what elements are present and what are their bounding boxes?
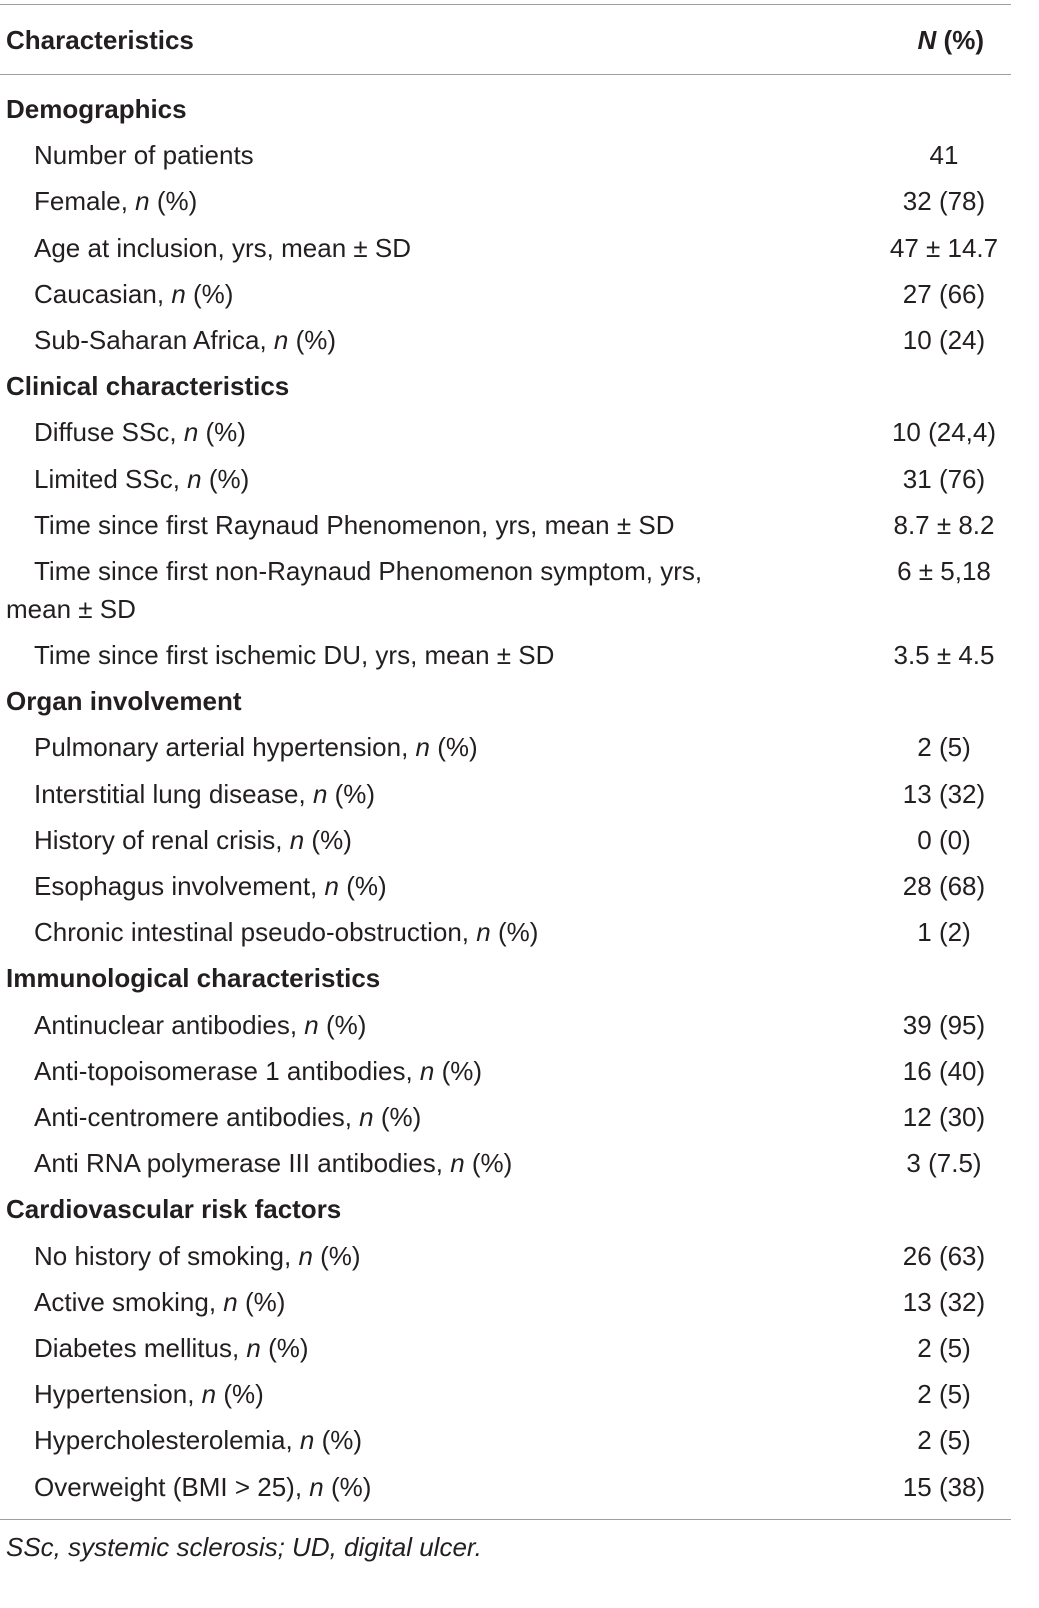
- row-label: [0, 552, 726, 628]
- row-label: [0, 1140, 794, 1186]
- table-row: [0, 1140, 1011, 1186]
- row-label: [0, 317, 794, 363]
- row-label-italic: n: [298, 1240, 313, 1271]
- row-value: 2 (5): [917, 1379, 971, 1410]
- row-value: 47 ± 14.7: [889, 232, 999, 263]
- table-row: [0, 1325, 1011, 1371]
- section-header-row: [0, 1186, 1011, 1232]
- table-top-rule: [0, 4, 1011, 5]
- row-value: 39 (95): [902, 1009, 986, 1040]
- row-label-italic: n: [312, 778, 328, 809]
- row-value: 13 (32): [902, 778, 986, 809]
- table-row: [0, 132, 1011, 178]
- row-value: 2 (5): [917, 1425, 971, 1456]
- row-label-italic: n: [415, 732, 430, 763]
- row-label-italic: n: [476, 917, 491, 948]
- table-row: [0, 1094, 1011, 1140]
- row-label-suffix: (%): [304, 824, 352, 855]
- row-label-text: Anti RNA polymerase III antibodies,: [34, 1148, 451, 1179]
- row-label-text: Anti-topoisomerase 1 antibodies,: [34, 1055, 420, 1086]
- table-row: [0, 1417, 1011, 1463]
- row-label-italic: n: [324, 871, 339, 902]
- section-header-row: [0, 363, 1011, 409]
- row-value: 13 (32): [902, 1286, 986, 1317]
- row-label: [0, 724, 794, 770]
- row-label-italic: n: [223, 1286, 238, 1317]
- row-label-italic: n: [419, 1055, 435, 1086]
- row-value: 3.5 ± 4.5: [893, 640, 995, 671]
- row-label-italic: n: [273, 325, 289, 356]
- row-value: 12 (30): [902, 1102, 986, 1133]
- row-value: 32 (78): [902, 186, 986, 217]
- table-row: [0, 1048, 1011, 1094]
- row-label: [0, 771, 794, 817]
- row-label-suffix: (%): [260, 1333, 309, 1364]
- row-label-italic: n: [246, 1333, 261, 1364]
- row-label-text: Hypertension,: [34, 1379, 202, 1410]
- row-value: 0 (0): [917, 824, 971, 855]
- row-label-text: Limited SSc,: [34, 463, 188, 494]
- row-label-italic: n: [187, 463, 202, 494]
- row-label: [0, 1094, 794, 1140]
- table-row: [0, 409, 1011, 455]
- table-row: [0, 456, 1011, 502]
- row-label: [0, 502, 794, 548]
- row-label-italic: n: [359, 1102, 374, 1133]
- table-row: [0, 178, 1011, 224]
- row-label-text: Anti-centromere antibodies,: [34, 1102, 360, 1133]
- table-row: [0, 863, 1011, 909]
- row-label-text: Diabetes mellitus,: [34, 1333, 247, 1364]
- row-label: [0, 178, 794, 224]
- row-label-suffix: (%): [288, 325, 337, 356]
- row-label: [0, 632, 794, 678]
- row-label: [0, 456, 794, 502]
- row-label: [0, 1002, 794, 1048]
- table-row: [0, 1279, 1011, 1325]
- row-label: [0, 909, 794, 955]
- table-row: [0, 1371, 1011, 1417]
- table-row: [0, 771, 1011, 817]
- row-label-text: Interstitial lung disease,: [34, 778, 313, 809]
- table-row: [0, 817, 1011, 863]
- row-label-text: Time since first non-Raynaud Phenomenon symptom, yrs, mean ± SD: [6, 556, 703, 625]
- row-label-suffix: (%): [237, 1286, 286, 1317]
- table-row: [0, 1464, 1011, 1510]
- row-label-suffix: (%): [434, 1055, 483, 1086]
- row-label-suffix: (%): [464, 1148, 513, 1179]
- row-label-suffix: (%): [201, 463, 250, 494]
- row-label-text: Antinuclear antibodies,: [34, 1009, 305, 1040]
- row-value: 27 (66): [902, 278, 986, 309]
- row-label-suffix: (%): [318, 1009, 367, 1040]
- row-label: [0, 225, 794, 271]
- row-value: 3 (7.5): [906, 1148, 982, 1179]
- row-label: [0, 1464, 794, 1510]
- row-label-italic: n: [201, 1379, 217, 1410]
- row-label-suffix: (%): [314, 1425, 363, 1456]
- row-value: 15 (38): [902, 1471, 986, 1502]
- table-header-row: [0, 8, 1011, 72]
- row-value: 16 (40): [902, 1055, 986, 1086]
- table-row: [0, 909, 1011, 955]
- table-row: [0, 317, 1011, 363]
- row-label-text: Time since first ischemic DU, yrs, mean ± SD: [34, 640, 555, 671]
- row-label: [0, 1371, 794, 1417]
- table-row: [0, 1233, 1011, 1279]
- row-label: [0, 1048, 794, 1094]
- row-label: [0, 1233, 794, 1279]
- row-label-text: Esophagus involvement,: [34, 871, 325, 902]
- row-value: 8.7 ± 8.2: [893, 509, 995, 540]
- table-row: [0, 548, 1011, 632]
- row-value: 41: [929, 140, 959, 171]
- table-row: [0, 724, 1011, 770]
- section-header-row: [0, 678, 1011, 724]
- row-value: 31 (76): [902, 463, 986, 494]
- row-label-text: Number of patients: [34, 140, 254, 171]
- row-label-text: Pulmonary arterial hypertension,: [34, 732, 416, 763]
- row-label: [0, 132, 794, 178]
- row-label: [0, 1325, 794, 1371]
- row-label-text: No history of smoking,: [34, 1240, 299, 1271]
- row-label-italic: n: [299, 1425, 315, 1456]
- section-title: Cardiovascular risk factors: [6, 1194, 342, 1225]
- header-n-percent: N (%): [917, 25, 984, 55]
- row-label-italic: n: [450, 1148, 465, 1179]
- table-body: [0, 86, 1011, 1510]
- row-label-text: Female,: [34, 186, 136, 217]
- row-label-text: Chronic intestinal pseudo-obstruction,: [34, 917, 477, 948]
- row-label-text: Hypercholesterolemia,: [34, 1425, 300, 1456]
- table-row: [0, 632, 1011, 678]
- row-label-suffix: (%): [373, 1102, 422, 1133]
- row-value: 10 (24): [902, 325, 986, 356]
- row-label: [0, 817, 794, 863]
- row-label-italic: n: [289, 824, 305, 855]
- row-label-italic: n: [183, 417, 199, 448]
- table-row: [0, 502, 1011, 548]
- row-value: 10 (24,4): [891, 417, 997, 448]
- section-title: Clinical characteristics: [6, 371, 290, 402]
- row-value: 26 (63): [902, 1240, 986, 1271]
- row-label: [0, 863, 794, 909]
- table-header-rule: [0, 74, 1011, 75]
- row-label-italic: n: [135, 186, 150, 217]
- section-title: Demographics: [6, 94, 187, 124]
- row-label-italic: n: [171, 278, 186, 309]
- section-title: Organ involvement: [6, 686, 242, 717]
- row-label-text: Diffuse SSc,: [34, 417, 184, 448]
- header-characteristics: Characteristics: [6, 25, 194, 55]
- row-value: 6 ± 5,18: [897, 556, 991, 587]
- section-header-row: [0, 955, 1011, 1001]
- row-label-suffix: (%): [185, 278, 234, 309]
- row-value: 2 (5): [917, 732, 971, 763]
- table-footnote: SSc, systemic sclerosis; UD, digital ulcer.: [6, 1532, 482, 1562]
- row-label-text: Caucasian,: [34, 278, 172, 309]
- row-label-text: Overweight (BMI > 25),: [34, 1471, 310, 1502]
- row-label: [0, 1417, 794, 1463]
- section-title: Immunological characteristics: [6, 963, 381, 994]
- row-value: 28 (68): [902, 871, 986, 902]
- table-bottom-rule: [0, 1519, 1011, 1520]
- row-label-suffix: (%): [430, 732, 478, 763]
- row-label-suffix: (%): [327, 778, 376, 809]
- row-label-suffix: (%): [338, 871, 387, 902]
- row-label-italic: n: [309, 1471, 324, 1502]
- row-label-suffix: (%): [490, 917, 539, 948]
- row-label-italic: n: [304, 1009, 319, 1040]
- row-label-suffix: (%): [216, 1379, 264, 1410]
- row-value: 1 (2): [917, 917, 971, 948]
- row-label-suffix: (%): [312, 1240, 361, 1271]
- row-label-text: Time since first Raynaud Phenomenon, yrs, mean ± SD: [34, 509, 675, 540]
- row-label: [0, 271, 794, 317]
- row-label-suffix: (%): [323, 1471, 372, 1502]
- table-row: [0, 271, 1011, 317]
- table-row: [0, 225, 1011, 271]
- row-label: [0, 1279, 794, 1325]
- row-label: [0, 409, 794, 455]
- header-n-italic: N: [917, 25, 937, 55]
- row-label-suffix: (%): [198, 417, 246, 448]
- row-label-text: Sub-Saharan Africa,: [34, 325, 274, 356]
- row-label-text: Active smoking,: [34, 1286, 224, 1317]
- row-label-suffix: (%): [149, 186, 198, 217]
- section-header-row: [0, 86, 1011, 132]
- row-label-text: History of renal crisis,: [34, 824, 290, 855]
- row-value: 2 (5): [917, 1333, 971, 1364]
- row-label-text: Age at inclusion, yrs, mean ± SD: [34, 232, 411, 263]
- table-row: [0, 1002, 1011, 1048]
